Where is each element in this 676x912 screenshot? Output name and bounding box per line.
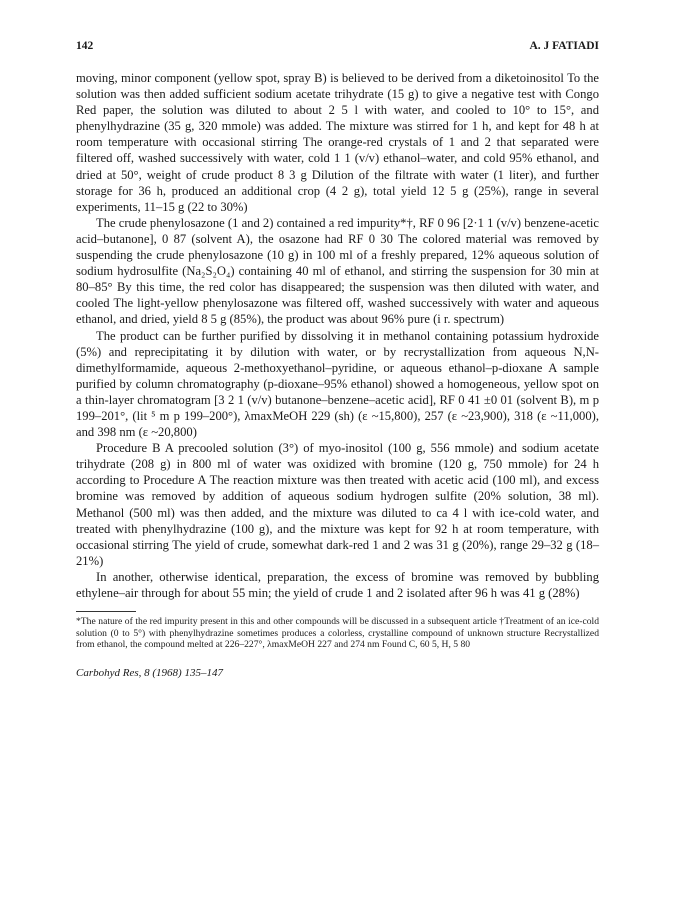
page-number: 142 [76, 40, 94, 52]
paragraph-continuation: moving, minor component (yellow spot, spray B) is believed to be derived from a diketoinositol To the solution was then added sufficient sodium acetate trihydrate (15 g) to give a negative test with Congo Red paper, the solution was diluted to about 2 5 l with water, and cooled to 10° to 15°, and phenylhydrazine (35 g, 320 mmole) was added. The mixture was stirred for 1 h, and kept for 48 h at room temperature with occasional stirring The orange-red crystals of 1 and 2 that separated were filtered off, washed successively with water, cold 1 1 (v/v) ethanol–water, and cold 95% ethanol, and dried at 50°, weight of crude product 8 3 g Dilution of the filtrate with water (1 liter), and further storage for 36 h, produced an additional crop (4 2 g), total yield 12 5 g (25%), range in several experiments, 11–15 g (22 to 30%) [76, 71, 599, 214]
footnote: *The nature of the red impurity present in this and other compounds will be discussed in a subsequent article †Treatment of an ice-cold solution (0 to 5°) with phenylhydrazine sometimes produces a colorless, crystalline compound of unknown structure Recrystallized from ethanol, the compound melted at 226–227°, λmaxMeOH 227 and 274 nm Found C, 60 5, H, 5 80 [76, 616, 599, 651]
article-body [76, 70, 599, 601]
paragraph-alternative-preparation: In another, otherwise identical, preparation, the excess of bromine was removed by bubbling ethylene–air through for about 55 min; the yield of crude 1 and 2 isolated after 96 h was 41 g (28%) [76, 569, 599, 600]
journal-citation: Carbohyd Res, 8 (1968) 135–147 [76, 666, 223, 679]
paragraph-procedure-b: Procedure B A precooled solution (3°) of myo-inositol (100 g, 556 mmole) and sodium acetate trihydrate (208 g) in 800 ml of water was oxidized with bromine (120 g, 750 mmole) for 24 h according to Procedure A The reaction mixture was then treated with acetic acid (100 ml), and excess bromine was removed by addition of aqueous sodium hydrogen sulfite (20% solution, 38 ml). Methanol (500 ml) was then added, and the mixture was diluted to ca 4 l with ice-cold water, and treated with phenylhydrazine (100 g), and the mixture was kept for 92 h at room temperature, with occasional stirring The yield of crude, somewhat dark-red 1 and 2 was 31 g (20%), range 29–32 g (18–21%) [76, 441, 599, 568]
running-header [76, 40, 599, 62]
journal-page [76, 40, 599, 679]
footnote-divider [76, 611, 136, 612]
running-author: A. J FATIADI [529, 40, 599, 52]
paragraph-crude-phenylosazone: The crude phenylosazone (1 and 2) contained a red impurity*†, RF 0 96 [2·1 1 (v/v) benzene-acetic acid–butanone], 0 87 (solvent A), the osazone had RF 0 30 The colored material was removed by suspending the crude phenylosazone (10 g) in 100 ml of a freshly prepared, 12% aqueous solution of sodium hydrosulfite (Na₂S₂O₄) containing 40 ml of ethanol, and stirring the suspension for 30 min at 80–85° By this time, the red color has disappeared; the suspension was then diluted with water, and cooled The light-yellow phenylosazone was filtered off, washed successively with water and aqueous ethanol, and dried, yield 8 5 g (85%), the product was about 96% pure (i r. spectrum) [76, 215, 599, 327]
paragraph-purification: The product can be further purified by dissolving it in methanol containing potassium hydroxide (5%) and reprecipitating it by dilution with water, or by recrystallization from aqueous N,N-dimethylformamide, aqueous 2-methoxyethanol–pyridine, or aqueous ethanol–p-dioxane A sample purified by column chromatography (p-dioxane–95% ethanol) showed a homogeneous, yellow spot on a thin-layer chromatogram [3 2 1 (v/v) butanone–benzene–acetic acid], RF 0 41 ±0 01 (solvent B), m p 199–201°, (lit ⁵ m p 199–200°), λmaxMeOH 229 (sh) (ε ~15,800), 257 (ε ~23,900), 318 (ε ~11,000), and 398 nm (ε ~20,800) [76, 328, 599, 440]
